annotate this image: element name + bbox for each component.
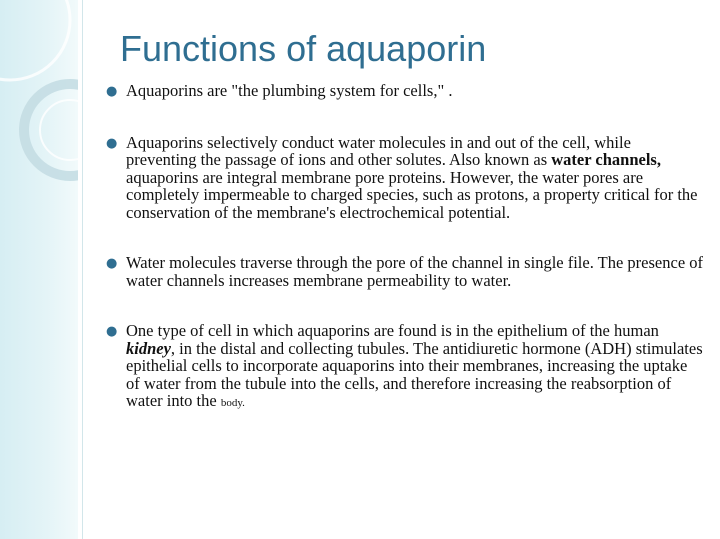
bullet-text: Aquaporins are "the plumbing system for cells," .: [126, 81, 453, 100]
slide-title: Functions of aquaporin: [120, 28, 487, 69]
bullet-text: Water molecules traverse through the pore of the channel in single file. The presence of water channels increases membrane permeability to water.: [126, 253, 704, 290]
bullet-item: [104, 254, 704, 289]
bold-term: water channels,: [551, 150, 661, 169]
bullet-text: Aquaporins selectively conduct water molecules in and out of the cell, while preventing the passage of ions and other solutes. Also known as: [126, 132, 631, 169]
bullet-text: , in the distal and collecting tubules. The antidiuretic hormone (ADH) stimulates epithelial cells to incorporate aquaporins into their membranes, increasing the uptake of water from the tubule into the cells, and therefore increasing the reabsorption of water into the: [126, 338, 703, 410]
bullet-text-small: body.: [220, 397, 245, 409]
bullet-item: [104, 134, 704, 222]
bullet-text: One type of cell in which aquaporins are found is in the epithelium of the human: [126, 321, 659, 340]
vertical-divider: [82, 0, 83, 539]
bullet-item: [104, 82, 704, 100]
bullet-dot-icon: ●: [106, 324, 118, 339]
decorative-circles: [0, 0, 78, 539]
bullet-text: aquaporins are integral membrane pore proteins. However, the water pores are completely impermeable to charged species, such as protons, a property critical for the conservation of the membrane's electrochemical potential.: [126, 167, 698, 222]
bullet-dot-icon: ●: [106, 84, 118, 99]
bullet-dot-icon: ●: [106, 256, 118, 271]
bullet-list: [104, 80, 704, 413]
bullet-dot-icon: ●: [106, 135, 118, 151]
left-decor-band: [0, 0, 78, 539]
bullet-item: [104, 322, 704, 413]
bold-italic-term: kidney: [126, 338, 171, 358]
